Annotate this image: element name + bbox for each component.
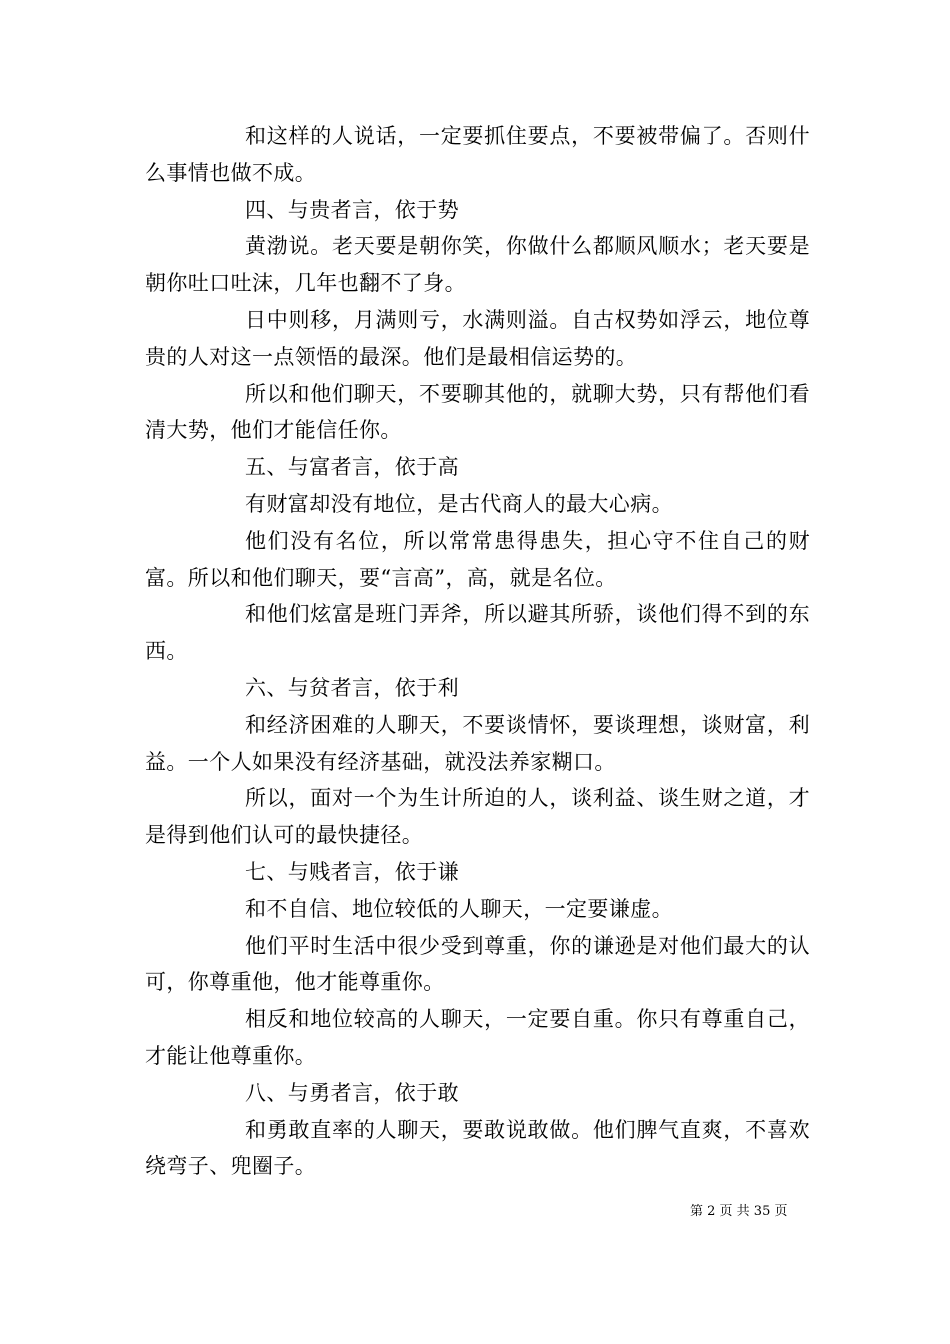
paragraph: 所以和他们聊天，不要聊其他的，就聊大势，只有帮他们看清大势，他们才能信任你。 — [145, 381, 810, 443]
page-number-footer: 第 2 页 共 35 页 — [690, 1204, 788, 1219]
paragraph: 所以，面对一个为生计所迫的人，谈利益、谈生财之道，才是得到他们认可的最快捷径。 — [145, 786, 810, 848]
paragraph: 和不自信、地位较低的人聊天，一定要谦虚。 — [245, 896, 673, 921]
paragraph: 和这样的人说话，一定要抓住要点，不要被带偏了。否则什么事情也做不成。 — [145, 124, 810, 185]
paragraph: 黄渤说。老天要是朝你笑，你做什么都顺风顺水；老天要是朝你吐口吐沫，几年也翻不了身。 — [145, 234, 810, 296]
paragraph: 有财富却没有地位，是古代商人的最大心病。 — [245, 491, 673, 516]
paragraph: 日中则移，月满则亏，水满则溢。自古权势如浮云，地位尊贵的人对这一点领悟的最深。他们是最相信运势的。 — [145, 307, 810, 369]
paragraph: 相反和地位较高的人聊天，一定要自重。你只有尊重自己，才能让他尊重你。 — [145, 1007, 810, 1068]
paragraph: 和经济困难的人聊天，不要谈情怀，要谈理想，谈财富，利益。一个人如果没有经济基础，就没法养家糊口。 — [145, 712, 810, 774]
section-heading: 四、与贵者言，依于势 — [245, 197, 459, 222]
section-heading: 八、与勇者言，依于敢 — [245, 1080, 459, 1105]
section-heading: 六、与贫者言，依于利 — [245, 675, 459, 700]
section-heading: 七、与贱者言，依于谦 — [245, 859, 459, 884]
paragraph: 和勇敢直率的人聊天，要敢说敢做。他们脾气直爽，不喜欢绕弯子、兜圈子。 — [145, 1117, 810, 1179]
paragraph: 他们没有名位，所以常常患得患失，担心守不住自己的财富。所以和他们聊天，要“言高”，高，就是名位。 — [145, 528, 810, 590]
section-heading: 五、与富者言，依于高 — [245, 455, 459, 480]
paragraph: 他们平时生活中很少受到尊重，你的谦逊是对他们最大的认可，你尊重他，他才能尊重你。 — [145, 933, 810, 995]
document-body — [145, 118, 810, 1185]
paragraph: 和他们炫富是班门弄斧，所以避其所骄，谈他们得不到的东西。 — [145, 602, 810, 664]
